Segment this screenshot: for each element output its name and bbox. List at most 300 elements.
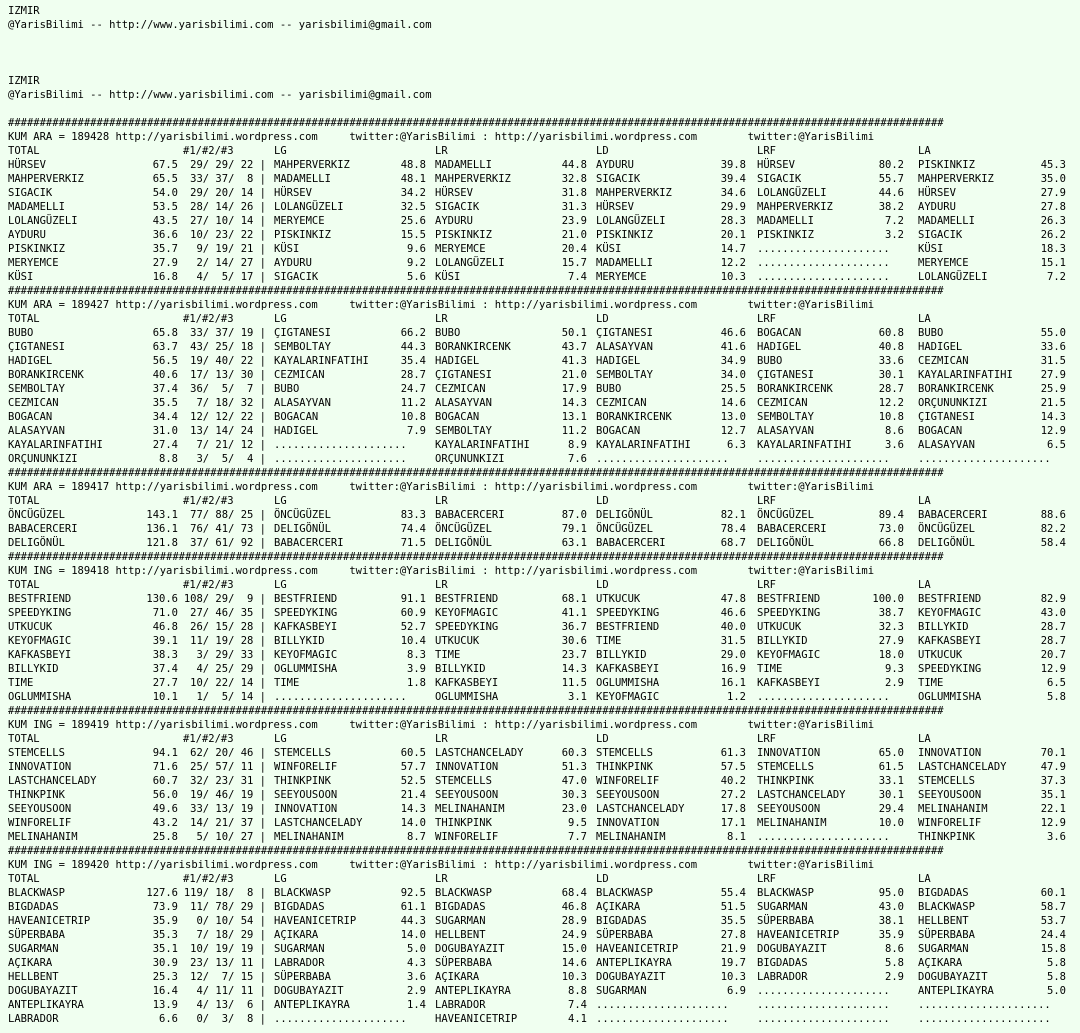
total-score: 38.3 — [152, 649, 178, 661]
ranking-score: 95.0 — [878, 887, 904, 899]
ranking-horse-name: KÜSI — [918, 243, 944, 255]
header-lg: LG — [274, 145, 287, 157]
ranking-horse-name: BUBO — [435, 327, 461, 339]
section-separator: #################################################################################################################################################### — [8, 467, 944, 479]
ranking-horse-name: BOGACAN — [918, 425, 963, 437]
horse-name: HAVEANICETRIP — [8, 915, 91, 927]
horse-name: HÜRSEV — [8, 159, 46, 171]
ranking-score: 52.5 — [400, 775, 426, 787]
ranking-score: 21.4 — [400, 789, 426, 801]
ranking-horse-name: AYDURU — [596, 159, 634, 171]
ranking-score: 63.1 — [561, 537, 587, 549]
ranking-horse-name: DELIGÖNÜL — [596, 509, 653, 521]
ranking-horse-name: HAVEANICETRIP — [757, 929, 840, 941]
ranking-horse-name: ..................... — [918, 453, 1051, 465]
ranking-score: 5.8 — [1047, 691, 1066, 703]
ranking-horse-name: BESTFRIEND — [596, 621, 660, 633]
ranking-horse-name: HADIGEL — [596, 355, 641, 367]
ranking-horse-name: SIGACIK — [435, 201, 480, 213]
ranking-score: 12.2 — [878, 397, 904, 409]
ranking-horse-name: MADAMELLI — [274, 173, 331, 185]
ranking-score: 27.9 — [1040, 187, 1066, 199]
placings: 4/ 25/ 29 | — [196, 663, 266, 675]
ranking-score: 18.0 — [878, 649, 904, 661]
ranking-score: 29.9 — [720, 201, 746, 213]
ranking-horse-name: BESTFRIEND — [274, 593, 338, 605]
ranking-score: 15.0 — [561, 943, 587, 955]
total-score: 43.5 — [152, 215, 178, 227]
ranking-horse-name: TIME — [596, 635, 622, 647]
placings: 32/ 23/ 31 | — [190, 775, 266, 787]
section-separator: #################################################################################################################################################### — [8, 845, 944, 857]
ranking-score: 57.7 — [400, 761, 426, 773]
ranking-score: 14.3 — [400, 803, 426, 815]
ranking-score: 40.0 — [720, 621, 746, 633]
ranking-horse-name: OGLUMMISHA — [274, 663, 338, 675]
total-score: 121.8 — [146, 537, 178, 549]
ranking-score: 23.0 — [561, 803, 587, 815]
total-score: 143.1 — [146, 509, 178, 521]
ranking-score: 19.7 — [720, 957, 746, 969]
ranking-score: 4.1 — [568, 1013, 587, 1025]
ranking-horse-name: ÇIGTANESI — [274, 327, 331, 339]
ranking-horse-name: KAFKASBEYI — [757, 677, 821, 689]
ranking-score: 7.2 — [885, 215, 904, 227]
ranking-horse-name: MELINAHANIM — [757, 817, 827, 829]
placings: 33/ 13/ 19 | — [190, 803, 266, 815]
ranking-score: 7.4 — [568, 271, 587, 283]
ranking-horse-name: BABACERCERI — [274, 537, 344, 549]
ranking-score: 53.7 — [1040, 915, 1066, 927]
ranking-score: 7.2 — [1047, 271, 1066, 283]
horse-name: PISKINKIZ — [8, 243, 65, 255]
ranking-score: 88.6 — [1040, 509, 1066, 521]
total-score: 39.1 — [152, 635, 178, 647]
ranking-score: 44.3 — [400, 341, 426, 353]
horse-name: DELIGÖNÜL — [8, 537, 65, 549]
total-score: 8.8 — [159, 453, 178, 465]
race-title: KUM ING = 189418 http://yarisbilimi.wordpress.com twitter:@YarisBilimi : http://yarisbilimi.wordpress.com twitter:@YarisBilimi — [8, 565, 875, 577]
ranking-horse-name: MELINAHANIM — [918, 803, 988, 815]
ranking-horse-name: KAFKASBEYI — [435, 677, 499, 689]
ranking-horse-name: ..................... — [918, 999, 1051, 1011]
ranking-score: 65.0 — [878, 747, 904, 759]
ranking-horse-name: BOGACAN — [596, 425, 641, 437]
ranking-score: 89.4 — [878, 509, 904, 521]
horse-name: LABRADOR — [8, 1013, 59, 1025]
header-lr: LR — [435, 579, 448, 591]
ranking-score: 5.8 — [1047, 957, 1066, 969]
ranking-horse-name: BLACKWASP — [757, 887, 814, 899]
horse-name: KEYOFMAGIC — [8, 635, 72, 647]
ranking-score: 73.0 — [878, 523, 904, 535]
ranking-horse-name: BORANKIRCENK — [757, 383, 833, 395]
placings: 3/ 5/ 4 | — [196, 453, 266, 465]
ranking-score: 27.8 — [720, 929, 746, 941]
ranking-horse-name: UTKUCUK — [918, 649, 963, 661]
horse-name: BILLYKID — [8, 663, 59, 675]
ranking-horse-name: ..................... — [596, 999, 729, 1011]
ranking-score: 4.3 — [407, 957, 426, 969]
ranking-horse-name: MADAMELLI — [596, 257, 653, 269]
ranking-horse-name: SUGARMAN — [596, 985, 647, 997]
placings: 37/ 61/ 92 | — [190, 537, 266, 549]
ranking-score: 1.8 — [407, 677, 426, 689]
ranking-horse-name: HADIGEL — [435, 355, 480, 367]
ranking-score: 3.2 — [885, 229, 904, 241]
placings: 19/ 46/ 19 | — [190, 789, 266, 801]
ranking-score: 68.4 — [561, 887, 587, 899]
horse-name: THINKPINK — [8, 789, 65, 801]
total-score: 56.0 — [152, 789, 178, 801]
total-score: 54.0 — [152, 187, 178, 199]
ranking-horse-name: AÇIKARA — [596, 901, 641, 913]
ranking-score: 7.4 — [568, 999, 587, 1011]
horse-name: BESTFRIEND — [8, 593, 72, 605]
ranking-horse-name: LOLANGÜZELI — [435, 257, 505, 269]
ranking-horse-name: THINKPINK — [596, 761, 653, 773]
total-score: 94.1 — [152, 747, 178, 759]
horse-name: INNOVATION — [8, 761, 72, 773]
ranking-horse-name: ANTEPLIKAYRA — [435, 985, 511, 997]
header-la: LA — [918, 495, 931, 507]
ranking-horse-name: MERYEMCE — [274, 215, 325, 227]
ranking-horse-name: HADIGEL — [274, 425, 319, 437]
ranking-score: 46.8 — [561, 901, 587, 913]
ranking-score: 80.2 — [878, 159, 904, 171]
horse-name: ÖNCÜGÜZEL — [8, 509, 65, 521]
ranking-horse-name: KAFKASBEYI — [274, 621, 338, 633]
ranking-score: 17.9 — [561, 383, 587, 395]
placings: 13/ 14/ 24 | — [190, 425, 266, 437]
ranking-horse-name: SEEYOUSOON — [918, 789, 982, 801]
header-lr: LR — [435, 873, 448, 885]
ranking-horse-name: INNOVATION — [757, 747, 821, 759]
ranking-score: 92.5 — [400, 887, 426, 899]
placings: 4/ 13/ 6 | — [196, 999, 266, 1011]
placings: 11/ 19/ 28 | — [190, 635, 266, 647]
ranking-horse-name: BESTFRIEND — [435, 593, 499, 605]
ranking-horse-name: INNOVATION — [596, 817, 660, 829]
header-contact-repeat: @YarisBilimi -- http://www.yarisbilimi.com -- yarisbilimi@gmail.com — [8, 89, 432, 101]
ranking-horse-name: TIME — [274, 677, 300, 689]
ranking-horse-name: OGLUMMISHA — [596, 677, 660, 689]
header-lrf: LRF — [757, 495, 776, 507]
ranking-score: 100.0 — [872, 593, 904, 605]
ranking-score: 2.9 — [885, 971, 904, 983]
ranking-horse-name: CEZMICAN — [757, 397, 808, 409]
ranking-horse-name: SEEYOUSOON — [435, 789, 499, 801]
ranking-score: 32.3 — [878, 621, 904, 633]
ranking-horse-name: TIME — [918, 677, 944, 689]
ranking-horse-name: LASTCHANCELADY — [918, 761, 1007, 773]
ranking-horse-name: HÜRSEV — [918, 187, 956, 199]
horse-name: SPEEDYKING — [8, 607, 72, 619]
ranking-horse-name: CEZMICAN — [435, 383, 486, 395]
ranking-score: 41.6 — [720, 341, 746, 353]
ranking-score: 66.8 — [878, 537, 904, 549]
ranking-horse-name: ..................... — [757, 257, 890, 269]
ranking-score: 20.1 — [720, 229, 746, 241]
ranking-horse-name: ..................... — [757, 999, 890, 1011]
placings: 14/ 21/ 37 | — [190, 817, 266, 829]
ranking-horse-name: ÖNCÜGÜZEL — [918, 523, 975, 535]
ranking-score: 11.2 — [561, 425, 587, 437]
total-score: 130.6 — [146, 593, 178, 605]
horse-name: OGLUMMISHA — [8, 691, 72, 703]
ranking-score: 21.0 — [561, 229, 587, 241]
ranking-score: 14.0 — [400, 929, 426, 941]
horse-name: STEMCELLS — [8, 747, 65, 759]
total-score: 35.3 — [152, 929, 178, 941]
ranking-score: 45.3 — [1040, 159, 1066, 171]
ranking-score: 61.5 — [878, 761, 904, 773]
ranking-horse-name: BABACERCERI — [918, 509, 988, 521]
header-total: TOTAL — [8, 733, 40, 745]
ranking-horse-name: ..................... — [757, 243, 890, 255]
header-placings: #1/#2/#3 — [183, 579, 234, 591]
ranking-horse-name: HAVEANICETRIP — [274, 915, 357, 927]
ranking-horse-name: ANTEPLIKAYRA — [918, 985, 994, 997]
ranking-score: 10.8 — [878, 411, 904, 423]
placings: 28/ 14/ 26 | — [190, 201, 266, 213]
ranking-horse-name: AÇIKARA — [918, 957, 963, 969]
ranking-score: 14.3 — [561, 663, 587, 675]
horse-name: MAHPERVERKIZ — [8, 173, 84, 185]
ranking-score: 27.8 — [1040, 201, 1066, 213]
ranking-score: 78.4 — [720, 523, 746, 535]
placings: 0/ 10/ 54 | — [196, 915, 266, 927]
ranking-horse-name: ÖNCÜGÜZEL — [435, 523, 492, 535]
ranking-score: 31.3 — [561, 201, 587, 213]
ranking-horse-name: THINKPINK — [435, 817, 492, 829]
total-score: 65.5 — [152, 173, 178, 185]
ranking-score: 66.2 — [400, 327, 426, 339]
ranking-horse-name: DOGUBAYAZIT — [918, 971, 988, 983]
ranking-score: 82.9 — [1040, 593, 1066, 605]
total-score: 6.6 — [159, 1013, 178, 1025]
ranking-score: 29.4 — [878, 803, 904, 815]
ranking-horse-name: KÜSI — [274, 243, 300, 255]
total-score: 10.1 — [152, 691, 178, 703]
ranking-horse-name: TIME — [435, 649, 461, 661]
ranking-score: 48.1 — [400, 173, 426, 185]
ranking-horse-name: OGLUMMISHA — [435, 691, 499, 703]
horse-name: HADIGEL — [8, 355, 53, 367]
ranking-score: 44.3 — [400, 915, 426, 927]
ranking-horse-name: KAFKASBEYI — [596, 663, 660, 675]
ranking-horse-name: LOLANGÜZELI — [918, 271, 988, 283]
header-ld: LD — [596, 145, 609, 157]
header-la: LA — [918, 145, 931, 157]
header-placings: #1/#2/#3 — [183, 873, 234, 885]
ranking-horse-name: PISKINKIZ — [918, 159, 975, 171]
ranking-horse-name: BIGDADAS — [918, 887, 969, 899]
ranking-horse-name: KÜSI — [435, 271, 461, 283]
ranking-score: 31.5 — [720, 635, 746, 647]
ranking-score: 35.1 — [1040, 789, 1066, 801]
placings: 43/ 25/ 18 | — [190, 341, 266, 353]
placings: 9/ 19/ 21 | — [196, 243, 266, 255]
ranking-score: 34.2 — [400, 187, 426, 199]
horse-name: CEZMICAN — [8, 397, 59, 409]
ranking-horse-name: ..................... — [596, 453, 729, 465]
total-score: 16.4 — [152, 985, 178, 997]
ranking-horse-name: DELIGÖNÜL — [757, 537, 814, 549]
ranking-score: 25.5 — [720, 383, 746, 395]
ranking-score: 10.3 — [561, 971, 587, 983]
ranking-score: 28.7 — [1040, 635, 1066, 647]
ranking-horse-name: ANTEPLIKAYRA — [596, 957, 672, 969]
horse-name: ANTEPLIKAYRA — [8, 999, 84, 1011]
ranking-horse-name: PISKINKIZ — [435, 229, 492, 241]
ranking-score: 38.1 — [878, 915, 904, 927]
horse-name: LOLANGÜZELI — [8, 215, 78, 227]
ranking-horse-name: BILLYKID — [435, 663, 486, 675]
ranking-horse-name: LASTCHANCELADY — [757, 789, 846, 801]
header-ld: LD — [596, 579, 609, 591]
horse-name: DOGUBAYAZIT — [8, 985, 78, 997]
total-score: 35.5 — [152, 397, 178, 409]
ranking-horse-name: ALASAYVAN — [435, 397, 492, 409]
ranking-score: 30.1 — [878, 789, 904, 801]
ranking-score: 9.3 — [885, 663, 904, 675]
ranking-horse-name: INNOVATION — [435, 761, 499, 773]
ranking-score: 15.1 — [1040, 257, 1066, 269]
ranking-score: 17.8 — [720, 803, 746, 815]
ranking-horse-name: DOGUBAYAZIT — [274, 985, 344, 997]
total-score: 40.6 — [152, 369, 178, 381]
placings: 29/ 20/ 14 | — [190, 187, 266, 199]
ranking-score: 47.0 — [561, 775, 587, 787]
placings: 5/ 10/ 27 | — [196, 831, 266, 843]
ranking-horse-name: KEYOFMAGIC — [918, 607, 982, 619]
placings: 25/ 57/ 11 | — [190, 761, 266, 773]
ranking-horse-name: BILLYKID — [757, 635, 808, 647]
horse-name: ORÇUNUNKIZI — [8, 453, 78, 465]
ranking-score: 33.6 — [1040, 341, 1066, 353]
ranking-horse-name: ..................... — [757, 985, 890, 997]
placings: 3/ 29/ 33 | — [196, 649, 266, 661]
total-score: 27.7 — [152, 677, 178, 689]
ranking-horse-name: ÇIGTANESI — [918, 411, 975, 423]
ranking-score: 44.8 — [561, 159, 587, 171]
total-score: 53.5 — [152, 201, 178, 213]
total-score: 35.7 — [152, 243, 178, 255]
placings: 11/ 78/ 29 | — [190, 901, 266, 913]
ranking-horse-name: SEMBOLTAY — [435, 425, 492, 437]
ranking-score: 14.6 — [561, 957, 587, 969]
ranking-horse-name: TIME — [757, 663, 783, 675]
horse-name: SEMBOLTAY — [8, 383, 65, 395]
ranking-score: 21.0 — [561, 369, 587, 381]
ranking-horse-name: ..................... — [274, 439, 407, 451]
ranking-horse-name: MAHPERVERKIZ — [435, 173, 511, 185]
horse-name: WINFORELIF — [8, 817, 72, 829]
header-lrf: LRF — [757, 145, 776, 157]
ranking-horse-name: SUGARMAN — [435, 915, 486, 927]
ranking-horse-name: BILLYKID — [274, 635, 325, 647]
ranking-horse-name: BUBO — [274, 383, 300, 395]
ranking-horse-name: CEZMICAN — [596, 397, 647, 409]
ranking-horse-name: SIGACIK — [274, 271, 319, 283]
ranking-score: 36.7 — [561, 621, 587, 633]
ranking-horse-name: BILLYKID — [918, 621, 969, 633]
ranking-score: 10.3 — [720, 271, 746, 283]
ranking-score: 2.9 — [407, 985, 426, 997]
ranking-score: 34.6 — [720, 187, 746, 199]
ranking-horse-name: SEEYOUSOON — [274, 789, 338, 801]
ranking-horse-name: KAYALARINFATIHI — [274, 355, 369, 367]
ranking-horse-name: BORANKIRCENK — [435, 341, 511, 353]
ranking-score: 21.5 — [1040, 397, 1066, 409]
horse-name: SÜPERBABA — [8, 929, 65, 941]
placings: 1/ 5/ 14 | — [196, 691, 266, 703]
ranking-horse-name: HÜRSEV — [435, 187, 473, 199]
race-title: KUM ARA = 189427 http://yarisbilimi.wordpress.com twitter:@YarisBilimi : http://yarisbilimi.wordpress.com twitter:@YarisBilimi — [8, 299, 875, 311]
ranking-score: 60.3 — [561, 747, 587, 759]
ranking-horse-name: THINKPINK — [274, 775, 331, 787]
ranking-score: 18.3 — [1040, 243, 1066, 255]
ranking-score: 8.8 — [568, 985, 587, 997]
horse-name: ÇIGTANESI — [8, 341, 65, 353]
ranking-score: 6.3 — [727, 439, 746, 451]
ranking-score: 35.9 — [878, 929, 904, 941]
ranking-horse-name: CEZMICAN — [918, 355, 969, 367]
ranking-horse-name: SPEEDYKING — [274, 607, 338, 619]
total-score: 16.8 — [152, 271, 178, 283]
ranking-score: 14.7 — [720, 243, 746, 255]
ranking-horse-name: ÇIGTANESI — [596, 327, 653, 339]
ranking-horse-name: ..................... — [274, 453, 407, 465]
ranking-horse-name: LASTCHANCELADY — [274, 817, 363, 829]
ranking-score: 28.7 — [400, 369, 426, 381]
header-lr: LR — [435, 145, 448, 157]
ranking-horse-name: DELIGÖNÜL — [918, 537, 975, 549]
ranking-horse-name: LABRADOR — [274, 957, 325, 969]
ranking-score: 40.8 — [878, 341, 904, 353]
ranking-score: 10.0 — [878, 817, 904, 829]
ranking-score: 61.1 — [400, 901, 426, 913]
ranking-horse-name: BESTFRIEND — [757, 593, 821, 605]
ranking-score: 5.6 — [407, 271, 426, 283]
horse-name: BORANKIRCENK — [8, 369, 84, 381]
ranking-horse-name: HELLBENT — [918, 915, 969, 927]
ranking-score: 60.1 — [1040, 887, 1066, 899]
ranking-score: 32.5 — [400, 201, 426, 213]
ranking-horse-name: CEZMICAN — [274, 369, 325, 381]
ranking-horse-name: ..................... — [757, 1013, 890, 1025]
ranking-horse-name: DOGUBAYAZIT — [596, 971, 666, 983]
ranking-horse-name: BLACKWASP — [596, 887, 653, 899]
ranking-horse-name: MELINAHANIM — [596, 831, 666, 843]
total-score: 35.1 — [152, 943, 178, 955]
ranking-horse-name: SIGACIK — [757, 173, 802, 185]
horse-name: BLACKWASP — [8, 887, 65, 899]
ranking-horse-name: BIGDADAS — [435, 901, 486, 913]
ranking-score: 39.8 — [720, 159, 746, 171]
placings: 36/ 5/ 7 | — [190, 383, 266, 395]
ranking-score: 60.8 — [878, 327, 904, 339]
ranking-horse-name: ALASAYVAN — [274, 397, 331, 409]
ranking-horse-name: ..................... — [757, 691, 890, 703]
ranking-score: 47.8 — [720, 593, 746, 605]
ranking-horse-name: BORANKIRCENK — [596, 411, 672, 423]
ranking-horse-name: MERYEMCE — [596, 271, 647, 283]
placings: 23/ 13/ 11 | — [190, 957, 266, 969]
ranking-score: 74.4 — [400, 523, 426, 535]
ranking-score: 24.4 — [1040, 929, 1066, 941]
